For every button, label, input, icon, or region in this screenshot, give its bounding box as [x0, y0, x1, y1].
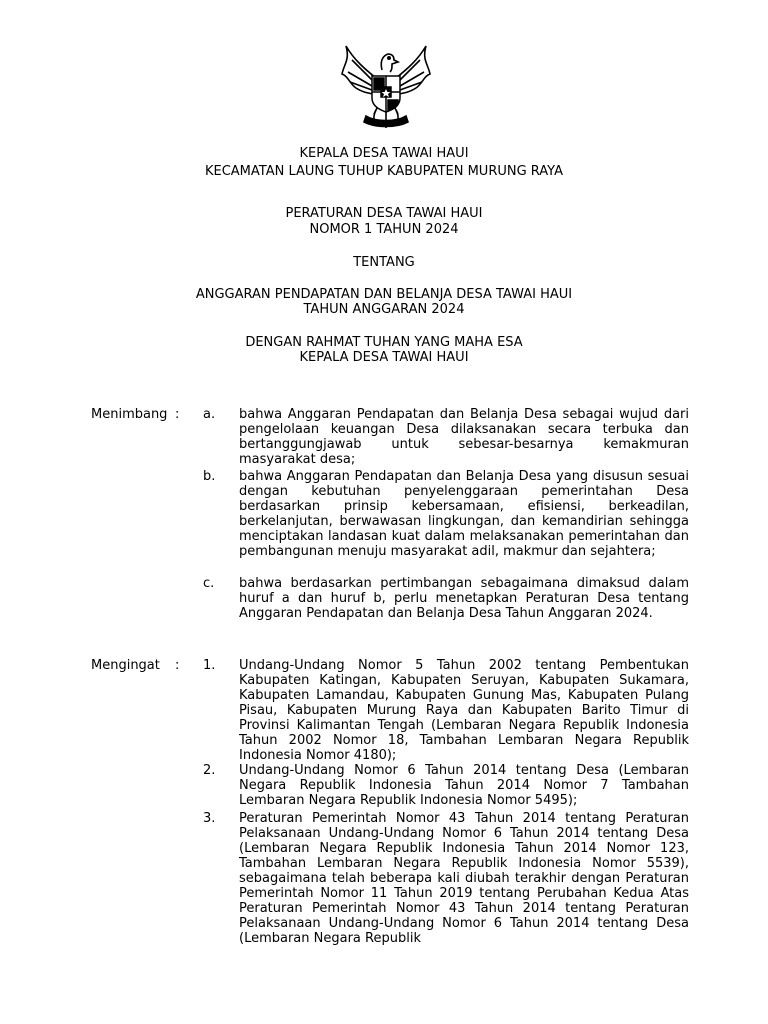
regulation-title: PERATURAN DESA TAWAI HAUI [285, 206, 483, 221]
item-text: bahwa Anggaran Pendapatan dan Belanja Desa sebagai wujud dari pengelolaan keuangan Desa dilaksanakan secara terbuka dan bertanggungjawab untuk sebesar-besarnya kemakmuran masyarakat desa; [239, 407, 689, 467]
item-text: Undang-Undang Nomor 6 Tahun 2014 tentang Desa (Lembaran Negara Republik Indonesia Tahun 2014 Nomor 7 Tambahan Lembaran Negara Republik Indonesia Nomor 5495); [239, 763, 689, 808]
menimbang-colon: : [175, 407, 180, 422]
item-marker: 3. [203, 811, 216, 826]
header-title: KEPALA DESA TAWAI HAUI [299, 146, 469, 161]
header-subtitle: KECAMATAN LAUNG TUHUP KABUPATEN MURUNG RAYA [204, 164, 564, 179]
invocation: DENGAN RAHMAT TUHAN YANG MAHA ESA [245, 335, 523, 350]
regulation-year: TAHUN ANGGARAN 2024 [303, 302, 465, 317]
item-marker: c. [203, 576, 215, 591]
item-marker: b. [203, 469, 216, 484]
item-marker: 1. [203, 658, 216, 673]
tentang-label: TENTANG [353, 255, 415, 270]
item-text: Undang-Undang Nomor 5 Tahun 2002 tentang Pembentukan Kabupaten Katingan, Kabupaten Seruyan, Kabupaten Sukamara, Kabupaten Lamandau, Kabupaten Gunung Mas, Kabupaten Pulang Pisau, Kabupaten Murung Raya dan Kabupaten Barito Timur di Provinsi Kalimantan Tengah (Lembaran Negara Republik Indonesia Tahun 2002 Nomor 18, Tambahan Lembaran Negara Republik Indonesia Nomor 4180); [239, 658, 689, 763]
item-text: bahwa Anggaran Pendapatan dan Belanja Desa yang disusun sesuai dengan kebutuhan penyelenggaraan pemerintahan Desa berdasarkan prinsip kebersamaan, efisiensi, berkeadilan, berkelanjutan, berwawasan lingkungan, dan kemandirian sehingga menciptakan landasan kuat dalam melaksanakan pemerintahan dan pembangunan menuju masyarakat adil, makmur dan sejahtera; [239, 469, 689, 559]
regulation-number: NOMOR 1 TAHUN 2024 [309, 222, 459, 237]
item-text: Peraturan Pemerintah Nomor 43 Tahun 2014 tentang Peraturan Pelaksanaan Undang-Undang Nomor 6 Tahun 2014 tentang Desa (Lembaran Negara Republik Indonesia Tahun 2014 Nomor 123, Tambahan Lembaran Negara Republik Indonesia Nomor 5539), sebagaimana telah beberapa kali diubah terakhir dengan Peraturan Pemerintah Nomor 11 Tahun 2019 tentang Perubahan Kedua Atas Peraturan Pemerintah Nomor 43 Tahun 2014 tentang Peraturan Pelaksanaan Undang-Undang Nomor 6 Tahun 2014 tentang Desa (Lembaran Negara Republik [239, 811, 689, 946]
item-marker: a. [203, 407, 216, 422]
mengingat-label: Mengingat [91, 658, 160, 673]
issuer: KEPALA DESA TAWAI HAUI [299, 350, 469, 365]
item-marker: 2. [203, 763, 216, 778]
item-text: bahwa berdasarkan pertimbangan sebagaimana dimaksud dalam huruf a dan huruf b, perlu menetapkan Peraturan Desa tentang Anggaran Pendapatan dan Belanja Desa Tahun Anggaran 2024. [239, 576, 689, 621]
mengingat-colon: : [175, 658, 180, 673]
regulation-subject: ANGGARAN PENDAPATAN DAN BELANJA DESA TAWAI HAUI [195, 287, 573, 302]
garuda-emblem [336, 40, 436, 130]
menimbang-label: Menimbang [91, 407, 168, 422]
